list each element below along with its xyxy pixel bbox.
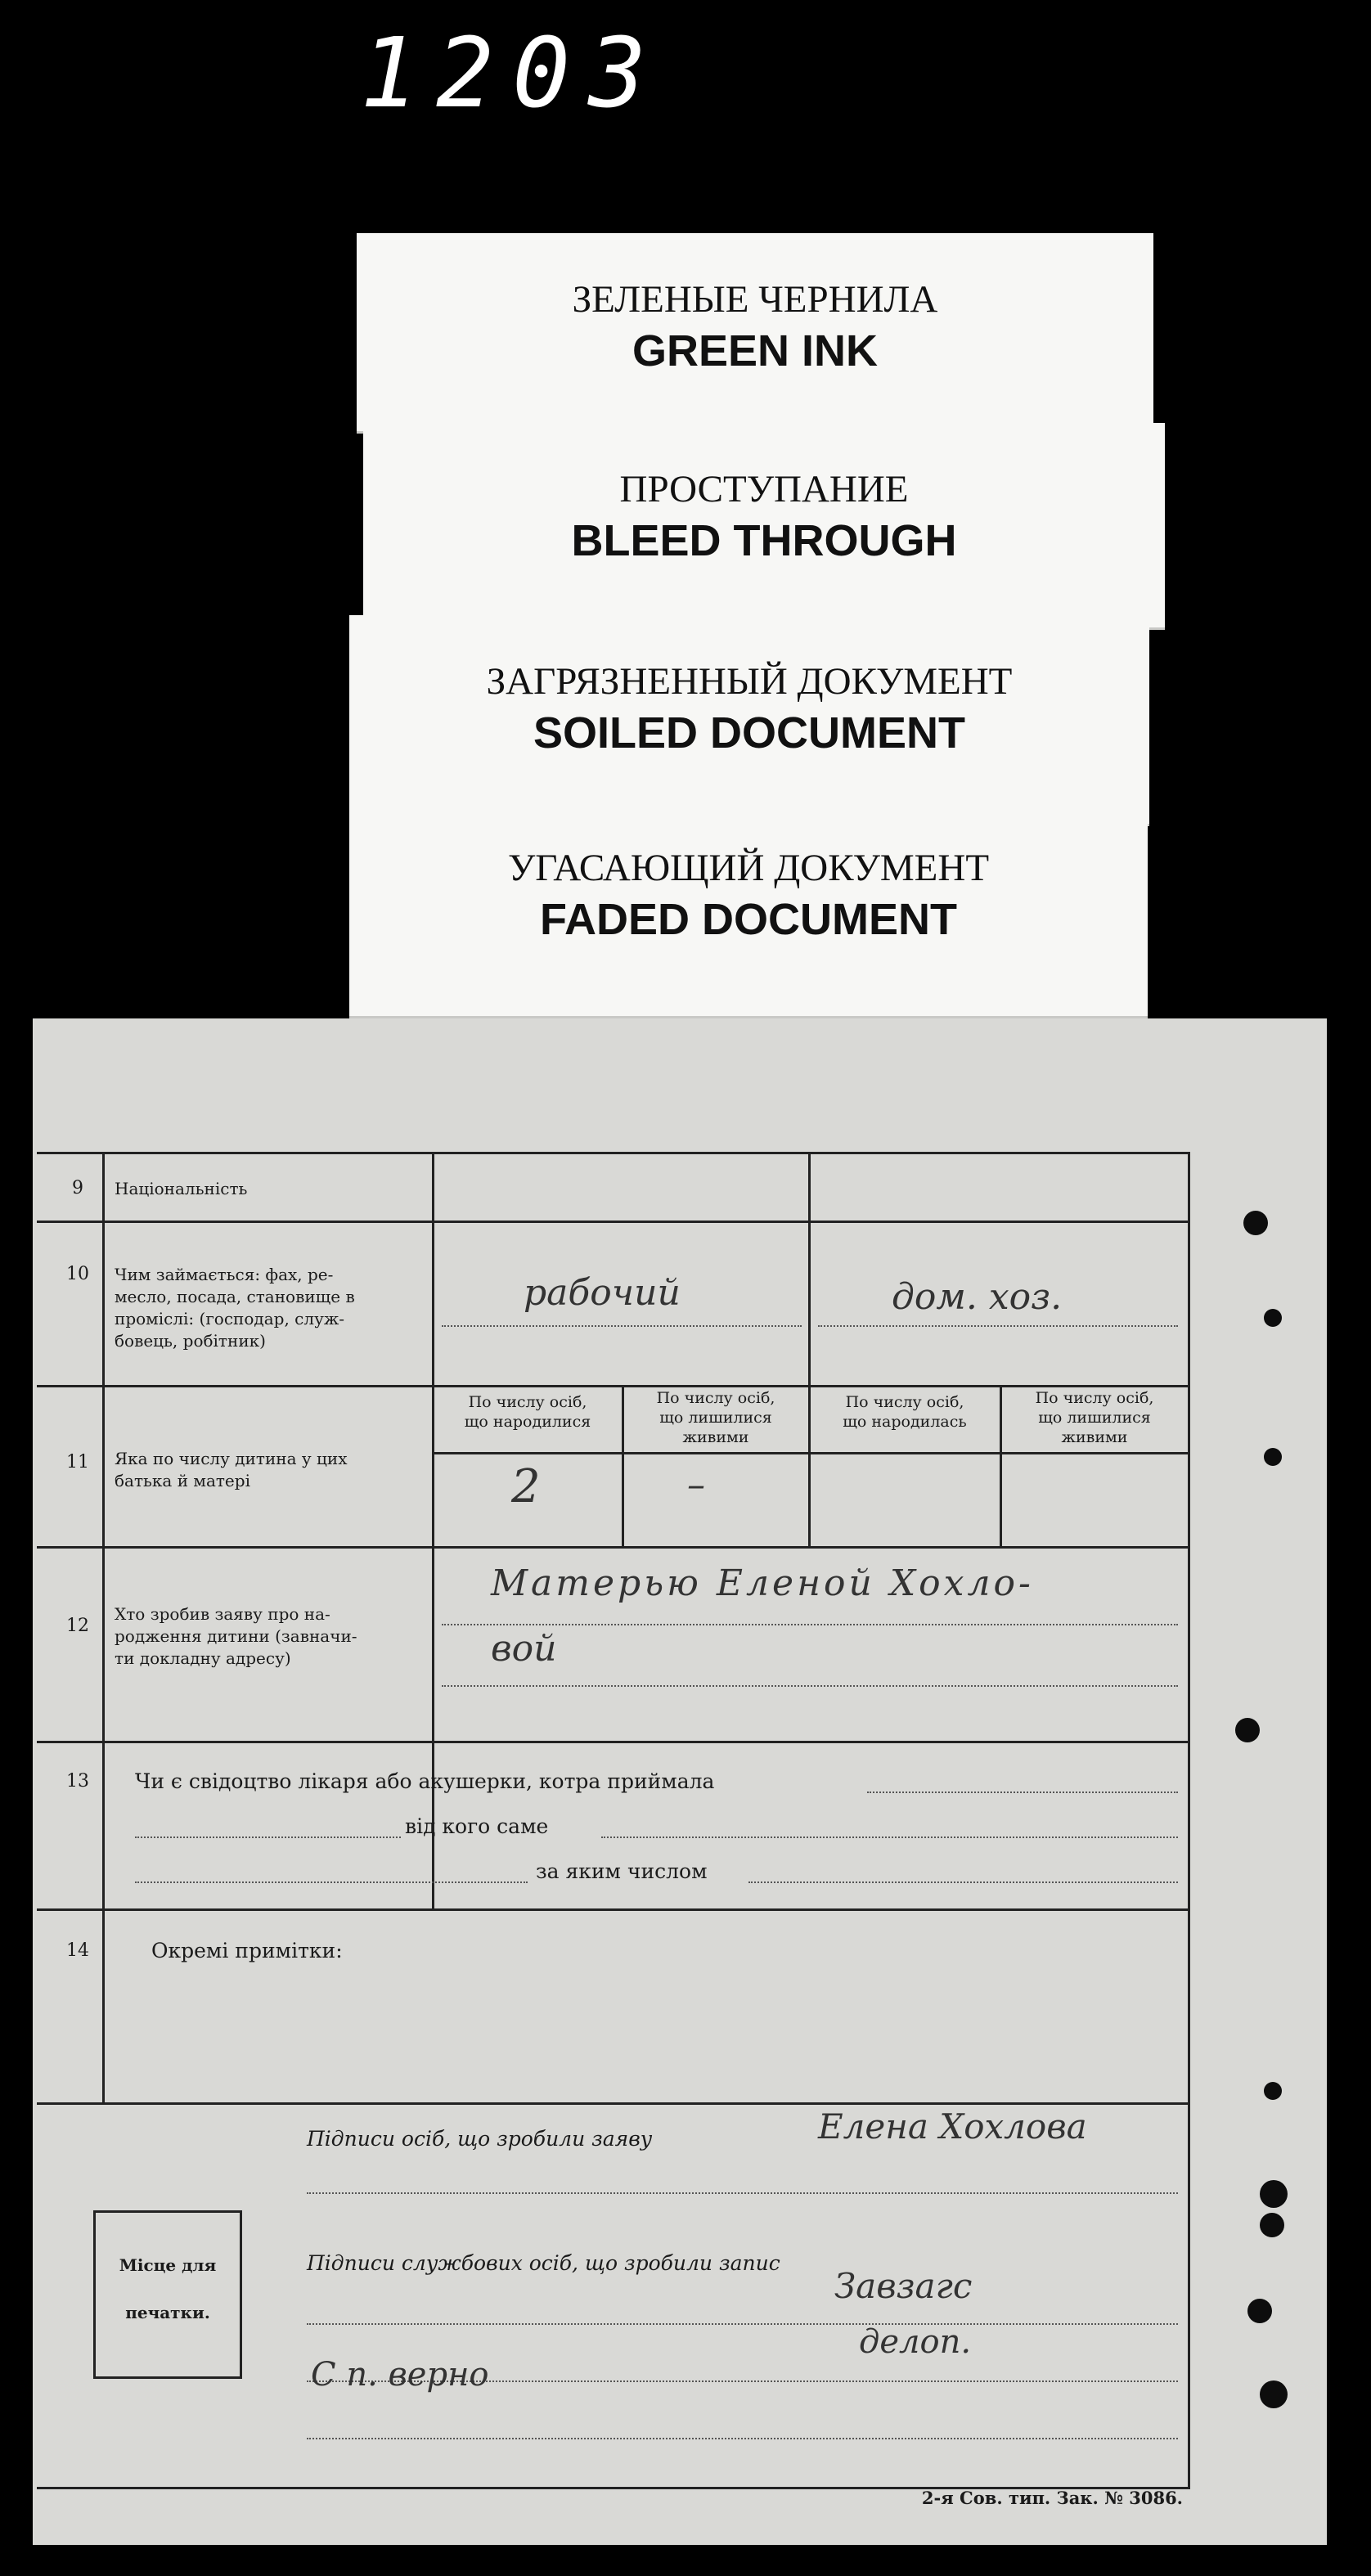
punch-hole [1264,1448,1282,1466]
target-ru-label: УГАСАЮЩИЙ ДОКУМЕНТ [507,847,990,889]
notes-label: Окремі примітки: [151,1939,343,1962]
target-en-label: BLEED THROUGH [571,516,957,565]
dotted-line [442,1325,802,1327]
occupation-label: Чим займається: фах, ре- месло, посада, становище в промiслi: (господар, служ- бовець, робітник) [115,1265,355,1351]
grid-line [432,1452,1190,1454]
nationality-label: Національність [115,1179,248,1198]
row-number: 10 [66,1264,89,1284]
declarant-signature: Елена Хохлова [818,2106,1087,2147]
target-en-label: FADED DOCUMENT [540,895,957,944]
row-number: 14 [66,1940,89,1961]
grid-line [37,1221,1190,1223]
official-signature-certified: С п. верно [311,2356,489,2394]
target-card-green-ink [357,233,1153,434]
target-en-label: SOILED DOCUMENT [533,708,965,758]
dotted-line [307,2438,1178,2439]
target-card-faded-document [349,802,1148,1018]
row-number: 12 [66,1616,89,1636]
printer-footer: 2-я Сов. тип. Зак. № 3086. [921,2488,1183,2508]
dotted-line [442,1685,1178,1687]
target-ru-label: ЗАГРЯЗНЕННЫЙ ДОКУМЕНТ [486,660,1013,703]
declarant-handwriting-line1: Матерью Еленой Хохло- [491,1562,1034,1604]
dotted-line [442,1624,1178,1625]
children-born-handwriting: 2 [511,1460,541,1513]
grid-line [37,1385,1190,1387]
grid-line [37,1546,1190,1549]
grid-line [432,1152,434,1908]
punch-hole [1260,2180,1288,2208]
target-ru-label: ПРОСТУПАНИЕ [619,468,909,510]
officials-signature-label: Підписи службових осіб, що зробили запис [307,2251,780,2275]
declarant-signature-label: Підписи осіб, що зробили заяву [307,2127,653,2151]
certificate-from-whom: від кого саме [405,1814,549,1838]
stamp-box [93,2210,242,2379]
row-number: 11 [66,1452,89,1472]
certificate-question: Чи є свідоцтво лікаря або акушерки, котра приймала [135,1769,715,1793]
dotted-line [307,2323,1178,2325]
column-header: По числу осіб, що народилися [464,1393,591,1431]
dotted-line [818,1325,1178,1327]
dotted-line [748,1881,1178,1883]
punch-hole [1264,1309,1282,1327]
stamp-label-line1: Місце для [119,2255,217,2275]
grid-line [102,1152,105,2102]
child-order-label: Яка по числу дитина у цих батька й матері [115,1449,348,1490]
target-en-label: GREEN INK [632,326,879,375]
certificate-date: за яким числом [536,1859,708,1883]
grid-line [1188,1152,1190,2487]
grid-line [37,1741,1190,1743]
dotted-line [135,1836,401,1838]
target-card-soiled-document [349,615,1149,826]
father-occupation-handwriting: рабочий [524,1272,681,1314]
stamp-label-line2: печатки. [125,2303,210,2322]
punch-hole [1247,2299,1272,2323]
grid-line [37,1908,1190,1911]
punch-hole [1260,2380,1288,2408]
punch-hole [1264,2082,1282,2100]
grid-line [37,1152,1190,1154]
grid-line [37,2102,1190,2105]
punch-hole [1243,1211,1268,1235]
dotted-line [601,1836,1178,1838]
dotted-line [135,1881,528,1883]
frame-number: 1203 [360,16,665,129]
declarant-handwriting-line2: вой [491,1628,557,1670]
row-number: 13 [66,1771,89,1792]
grid-line [808,1152,811,1546]
children-alive-handwriting: – [687,1464,705,1506]
target-ru-label: ЗЕЛЕНЫЕ ЧЕРНИЛА [572,278,938,321]
column-header: По числу осіб, що лишилися живими [1035,1389,1154,1446]
column-header: По числу осіб, що народилась [843,1393,967,1431]
row-number: 9 [72,1178,83,1198]
punch-hole [1260,2213,1284,2237]
official-signature-title: Завзагс [834,2266,973,2306]
declarant-label: Хто зробив заяву про на- родження дитини (завначи- ти докладну адресу) [115,1604,357,1668]
target-card-bleed-through [363,423,1165,630]
column-header: По числу осіб, що лишилися живими [656,1389,775,1446]
dotted-line [307,2192,1178,2194]
dotted-line [867,1792,1178,1793]
punch-hole [1235,1718,1260,1742]
official-signature-clerk: делоп. [859,2323,972,2361]
mother-occupation-handwriting: дом. хоз. [892,1276,1063,1318]
